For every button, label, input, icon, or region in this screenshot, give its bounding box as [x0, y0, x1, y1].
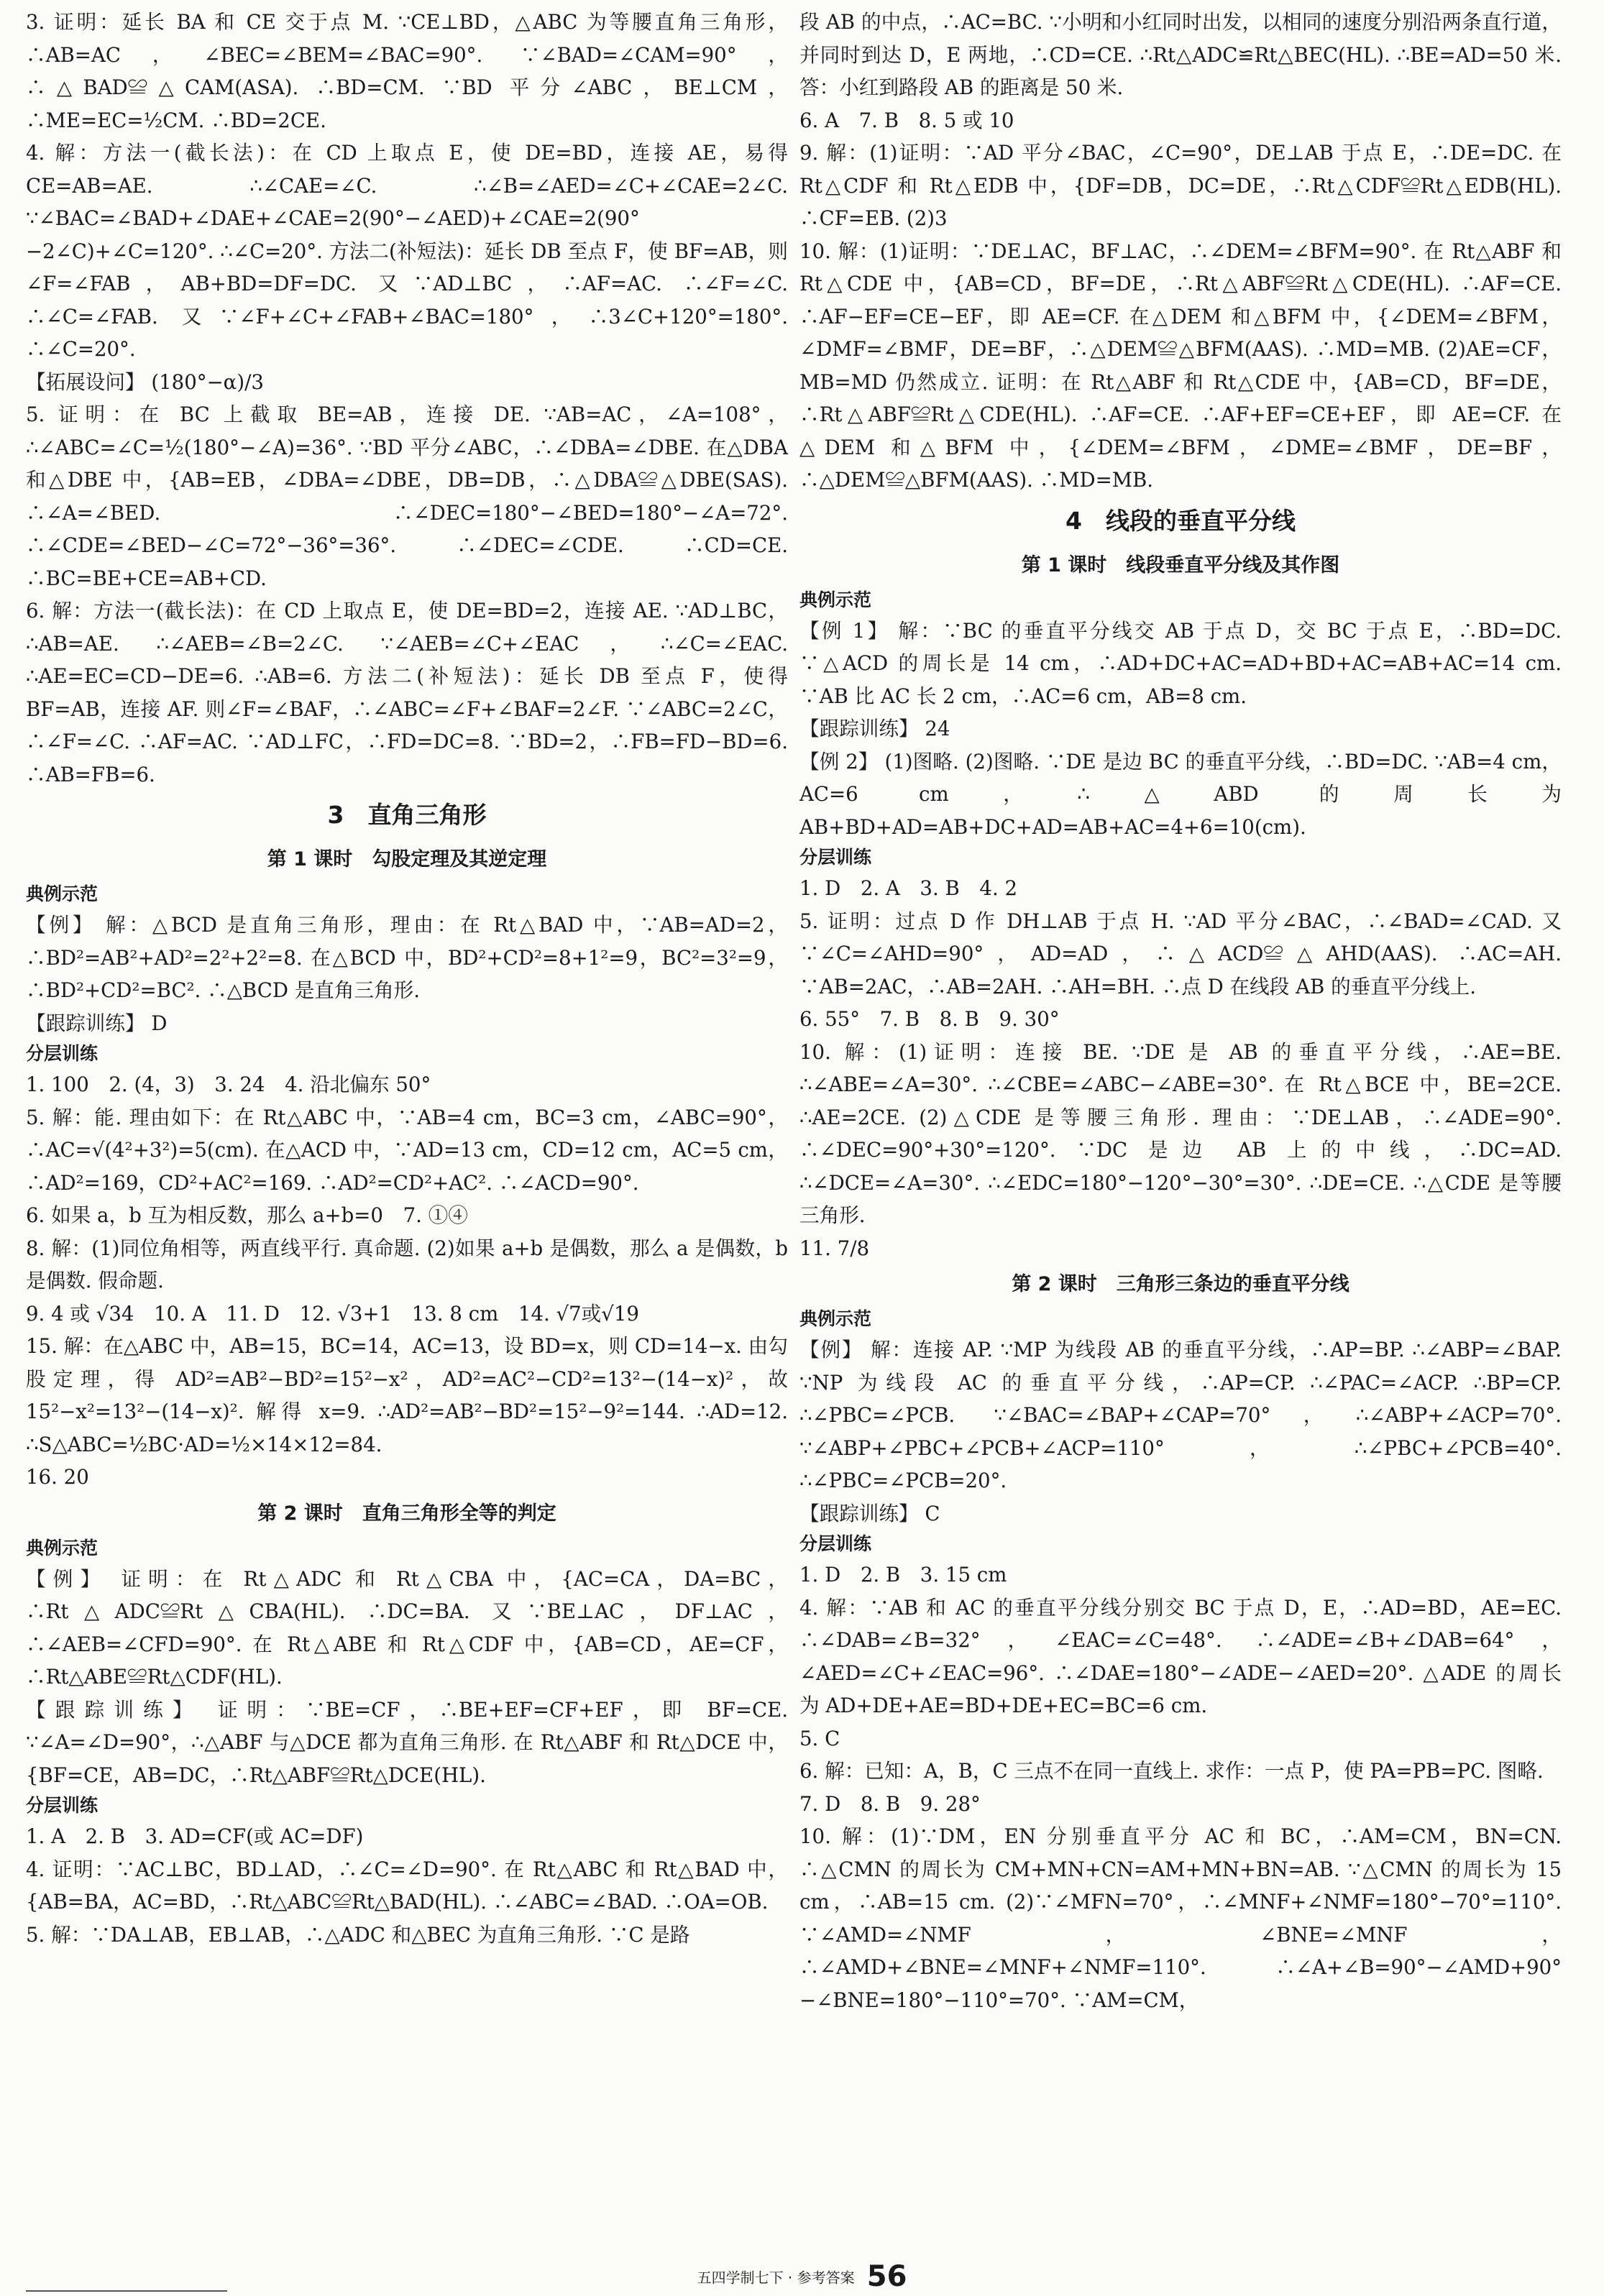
answer-paragraph: 1. 100 2. (4，3) 3. 24 4. 沿北偏东 50° — [26, 1073, 431, 1096]
lesson-title: 第 2 课时 直角三角形全等的判定 — [257, 1502, 556, 1525]
subsection-heading: 分层训练 — [26, 1795, 98, 1816]
answer-paragraph: 【跟踪训练】 证明：∵BE=CF，∴BE+EF=CF+EF，即 BF=CE. ∵∠A=∠D=90°，∴△ABF 与△DCE 都为直角三角形. 在 Rt△ABF 和 Rt△DCE 中，{BF=CE，AB=DC，∴Rt△ABF≌Rt△DCE(HL). — [26, 1697, 794, 1787]
answer-paragraph: 6. 解：已知：A，B，C 三点不在同一直线上. 求作：一点 P，使 PA=PB=PC. 图略. — [799, 1759, 1544, 1783]
answer-paragraph: 【例 1】 解：∵BC 的垂直平分线交 AB 于点 D，交 BC 于点 E，∴BD=DC. ∵△ACD 的周长是 14 cm，∴AD+DC+AC=AD+BD+AC=AB+AC=14 cm. ∵AB 比 AC 长 2 cm，∴AC=6 cm，AB=8 cm. — [799, 618, 1568, 708]
answer-paragraph: 【拓展设问】 (180°−α)/3 — [26, 369, 264, 394]
answer-paragraph: 5. 解：∵DA⊥AB，EB⊥AB，∴△ADC 和△BEC 为直角三角形. ∵C 是路 — [26, 1922, 690, 1947]
answer-paragraph: 16. 20 — [26, 1465, 89, 1489]
answer-paragraph: 9. 4 或 √34 10. A 11. D 12. √3+1 13. 8 cm 14. √7或√19 — [26, 1301, 639, 1326]
subsection-heading: 分层训练 — [799, 1533, 872, 1554]
answer-paragraph: 6. 如果 a，b 互为相反数，那么 a+b=0 7. ①④ — [26, 1203, 468, 1227]
answer-paragraph: 6. 解：方法一(截长法)：在 CD 上取点 E，使 DE=BD=2，连接 AE. ∵AD⊥BC，∴AB=AE. ∴∠AEB=∠B=2∠C. ∵∠AEB=∠C+∠EAC，∴∠C=∠EAC. ∴AE=EC=CD−DE=6. ∴AB=6. 方法二(补短法)：延长 DB 至点 F，使得 BF=AB，连接 AF. 则∠F=∠BAF，∴∠ABC=∠F+∠BAF=2∠F. ∵∠ABC=2∠C，∴∠F=∠C. ∴AF=AC. ∵AD⊥FC，∴FD=DC=8. ∵BD=2，∴FB=FD−BD=6. ∴AB=FB=6. — [26, 599, 794, 786]
answer-paragraph: 10. 解：(1)∵DM，EN 分别垂直平分 AC 和 BC，∴AM=CM，BN=CN. ∴△CMN 的周长为 CM+MN+CN=AM+MN+BN=AB. ∵△CMN 的周长为 15 cm，∴AB=15 cm. (2)∵∠MFN=70°，∴∠MNF+∠NMF=180°−70°=110°. ∵∠AMD=∠NMF，∠BNE=∠MNF，∴∠AMD+∠BNE=∠MNF+∠NMF=110°. ∴∠A+∠B=90°−∠AMD+90°−∠BNE=180°−110°=70°. ∵AM=CM， — [799, 1824, 1568, 2012]
answer-paragraph: 1. D 2. B 3. 15 cm — [799, 1563, 1007, 1586]
answer-paragraph: 5. C — [799, 1726, 840, 1750]
answer-paragraph: 6. A 7. B 8. 5 或 10 — [799, 108, 1014, 132]
bottom-rule — [26, 2290, 227, 2292]
answer-paragraph: 5. 解：能. 理由如下：在 Rt△ABC 中，∵AB=4 cm，BC=3 cm，∠ABC=90°，∴AC=√(4²+3²)=5(cm). 在△ACD 中，∵AD=13 cm，CD=12 cm，AC=5 cm，∴AD²=169，CD²+AC²=169. ∴AD²=CD²+AC². ∴∠ACD=90°. — [26, 1105, 788, 1195]
answer-paragraph: 【例 2】 (1)图略. (2)图略. ∵DE 是边 BC 的垂直平分线，∴BD=DC. ∵AB=4 cm，AC=6 cm，∴△ABD 的周长为 AB+BD+AD=AB+DC+AD=AB+AC=4+6=10(cm). — [799, 749, 1568, 839]
lesson-title: 第 2 课时 三角形三条边的垂直平分线 — [1012, 1273, 1349, 1295]
subsection-heading: 典例示范 — [26, 1537, 98, 1558]
subsection-heading: 典例示范 — [26, 883, 98, 904]
answer-paragraph: 10. 解：(1)证明：∵DE⊥AC，BF⊥AC，∴∠DEM=∠BFM=90°. 在 Rt△ABF 和 Rt△CDE 中，{AB=CD，BF=DE，∴Rt△ABF≌Rt△CDE(HL). ∴AF=CE. ∴AF−EF=CE−EF，即 AE=CF. 在△DEM 和△BFM 中，{∠DEM=∠BFM，∠DMF=∠BMF，DE=BF，∴△DEM≌△BFM(AAS). ∴MD=MB. (2)AE=CF，MB=MD 仍然成立. 证明：在 Rt△ABF 和 Rt△CDE 中，{AB=CD，BF=DE，∴Rt△ABF≌Rt△CDE(HL). ∴AF=CE. ∴AF+EF=CE+EF，即 AE=CF. 在△DEM 和△BFM 中，{∠DEM=∠BFM，∠DME=∠BMF，DE=BF，∴△DEM≌△BFM(AAS). ∴MD=MB. — [799, 239, 1568, 492]
answer-paragraph: 5. 证明：过点 D 作 DH⊥AB 于点 H. ∵AD 平分∠BAC，∴∠BAD=∠CAD. 又∵∠C=∠AHD=90°，AD=AD，∴△ACD≌△AHD(AAS). ∴AC=AH. ∵AB=2AC，∴AB=2AH. ∴AH=BH. ∴点 D 在线段 AB 的垂直平分线上. — [799, 909, 1568, 998]
answer-paragraph: 1. D 2. A 3. B 4. 2 — [799, 876, 1018, 900]
answer-paragraph: 【例】 解：△BCD 是直角三角形，理由：在 Rt△BAD 中，∵AB=AD=2，∴BD²=AB²+AD²=2²+2²=8. 在△BCD 中，BD²+CD²=8+1²=9，BC²=3²=9，∴BD²+CD²=BC². ∴△BCD 是直角三角形. — [26, 913, 788, 1002]
answer-paragraph: 4. 解：∵AB 和 AC 的垂直平分线分别交 BC 于点 D，E，∴AD=BD，AE=EC. ∴∠DAB=∠B=32°，∠EAC=∠C=48°. ∴∠ADE=∠B+∠DAB=64°，∠AED=∠C+∠EAC=96°. ∴∠DAE=180°−∠ADE−∠AED=20°. △ADE 的周长为 AD+DE+AE=BD+DE+EC=BC=6 cm. — [799, 1595, 1568, 1717]
page-footer — [0, 2260, 1604, 2293]
answer-paragraph: 7. D 8. B 9. 28° — [799, 1791, 981, 1816]
answer-paragraph: 10. 解：(1)证明：连接 BE. ∵DE 是 AB 的垂直平分线，∴AE=BE. ∴∠ABE=∠A=30°. ∴∠CBE=∠ABC−∠ABE=30°. 在 Rt△BCE 中，BE=2CE. ∴AE=2CE. (2)△CDE 是等腰三角形. 理由：∵DE⊥AB，∴∠ADE=90°. ∴∠DEC=90°+30°=120°. ∵DC 是边 AB 上的中线，∴DC=AD. ∴∠DCE=∠A=30°. ∴∠EDC=180°−120°−30°=30°. ∴DE=CE. ∴△CDE 是等腰三角形. — [799, 1039, 1568, 1227]
footer-text: 五四学制七下 · 参考答案 — [697, 2269, 855, 2287]
answer-paragraph: 4. 解：方法一(截长法)：在 CD 上取点 E，使 DE=BD，连接 AE，易得 CE=AB=AE. ∴∠CAE=∠C. ∴∠B=∠AED=∠C+∠CAE=2∠C. ∵∠BAC=∠BAD+∠DAE+∠CAE=2(90°−∠AED)+∠CAE=2(90°−2∠C)+∠C=120°. ∴∠C=20°. 方法二(补短法)：延长 DB 至点 F，使 BF=AB，则∠F=∠FAB，AB+BD=DF=DC. 又∵AD⊥BC，∴AF=AC. ∴∠F=∠C. ∴∠C=∠FAB. 又∵∠F+∠C+∠FAB+∠BAC=180°，∴3∠C+120°=180°. ∴∠C=20°. — [26, 141, 794, 361]
answer-paragraph: 4. 证明：∵AC⊥BC，BD⊥AD，∴∠C=∠D=90°. 在 Rt△ABC 和 Rt△BAD 中，{AB=BA，AC=BD，∴Rt△ABC≌Rt△BAD(HL). ∴∠ABC=∠BAD. ∴OA=OB. — [26, 1857, 788, 1914]
subsection-heading: 典例示范 — [799, 1308, 872, 1329]
subsection-heading: 分层训练 — [799, 847, 872, 868]
right-column — [799, 6, 1568, 2016]
lesson-title: 第 1 课时 线段垂直平分线及其作图 — [1021, 554, 1340, 577]
subsection-heading: 分层训练 — [26, 1043, 98, 1064]
answer-paragraph: 段 AB 的中点，∴AC=BC. ∵小明和小红同时出发，以相同的速度分别沿两条直行道，并同时到达 D，E 两地，∴CD=CE. ∴Rt△ADC≌Rt△BEC(HL). ∴BE=AD=50 米. 答：小红到路段 AB 的距离是 50 米. — [799, 10, 1568, 99]
answer-paragraph: 【跟踪训练】 C — [799, 1501, 940, 1525]
answer-paragraph: 【例】 解：连接 AP. ∵MP 为线段 AB 的垂直平分线，∴AP=BP. ∴∠ABP=∠BAP. ∵NP 为线段 AC 的垂直平分线，∴AP=CP. ∴∠PAC=∠ACP. ∴BP=CP. ∴∠PBC=∠PCB. ∵∠BAC=∠BAP+∠CAP=70°，∴∠ABP+∠ACP=70°. ∵∠ABP+∠PBC+∠PCB+∠ACP=110°，∴∠PBC+∠PCB=40°. ∴∠PBC=∠PCB=20°. — [799, 1338, 1568, 1492]
answer-paragraph: 【跟踪训练】 24 — [799, 717, 950, 740]
section-title: 4 线段的垂直平分线 — [1065, 506, 1296, 535]
answer-paragraph: 6. 55° 7. B 8. B 9. 30° — [799, 1007, 1060, 1031]
subsection-heading: 典例示范 — [799, 589, 872, 610]
answer-paragraph: 8. 解：(1)同位角相等，两直线平行. 真命题. (2)如果 a+b 是偶数，那么 a 是偶数，b 是偶数. 假命题. — [26, 1236, 794, 1292]
lesson-title: 第 1 课时 勾股定理及其逆定理 — [267, 848, 547, 871]
page-number: 56 — [866, 2260, 907, 2293]
section-title: 3 直角三角形 — [327, 801, 487, 829]
answer-paragraph: 11. 7/8 — [799, 1236, 870, 1260]
answer-paragraph: 【例】 证明：在 Rt△ADC 和 Rt△CBA 中，{AC=CA，DA=BC，∴Rt△ADC≌Rt△CBA(HL). ∴DC=BA. 又∵BE⊥AC，DF⊥AC，∴∠AEB=∠CFD=90°. 在 Rt△ABE 和 Rt△CDF 中，{AB=CD，AE=CF，∴Rt△ABE≌Rt△CDF(HL). — [26, 1566, 788, 1689]
answer-paragraph: 1. A 2. B 3. AD=CF(或 AC=DF) — [26, 1824, 364, 1848]
answer-paragraph: 【跟踪训练】 D — [26, 1011, 168, 1035]
answer-paragraph: 5. 证明：在 BC 上截取 BE=AB，连接 DE. ∵AB=AC，∠A=108°，∴∠ABC=∠C=½(180°−∠A)=36°. ∵BD 平分∠ABC，∴∠DBA=∠DBE. 在△DBA 和△DBE 中，{AB=EB，∠DBA=∠DBE，DB=DB，∴△DBA≌△DBE(SAS). ∴∠A=∠BED. ∴∠DEC=180°−∠BED=180°−∠A=72°. ∴∠CDE=∠BED−∠C=72°−36°=36°. ∴∠DEC=∠CDE. ∴CD=CE. ∴BC=BE+CE=AB+CD. — [26, 403, 794, 590]
left-column — [26, 6, 794, 1951]
answer-paragraph: 9. 解：(1)证明：∵AD 平分∠BAC，∠C=90°，DE⊥AB 于点 E，∴DE=DC. 在 Rt△CDF 和 Rt△EDB 中，{DF=DB，DC=DE，∴Rt△CDF≌Rt△EDB(HL). ∴CF=EB. (2)3 — [799, 141, 1568, 230]
answer-paragraph: 3. 证明：延长 BA 和 CE 交于点 M. ∵CE⊥BD，△ABC 为等腰直角三角形，∴AB=AC，∠BEC=∠BEM=∠BAC=90°. ∵∠BAD=∠CAM=90°，∴△BAD≌△CAM(ASA). ∴BD=CM. ∵BD 平分∠ABC，BE⊥CM，∴ME=EC=½CM. ∴BD=2CE. — [26, 10, 788, 132]
answer-paragraph: 15. 解：在△ABC 中，AB=15，BC=14，AC=13，设 BD=x，则 CD=14−x. 由勾股定理，得 AD²=AB²−BD²=15²−x²，AD²=AC²−CD²=13²−(14−x)²，故 15²−x²=13²−(14−x)². 解得 x=9. ∴AD²=AB²−BD²=15²−9²=144. ∴AD=12. ∴S△ABC=½BC·AD=½×14×12=84. — [26, 1334, 794, 1456]
